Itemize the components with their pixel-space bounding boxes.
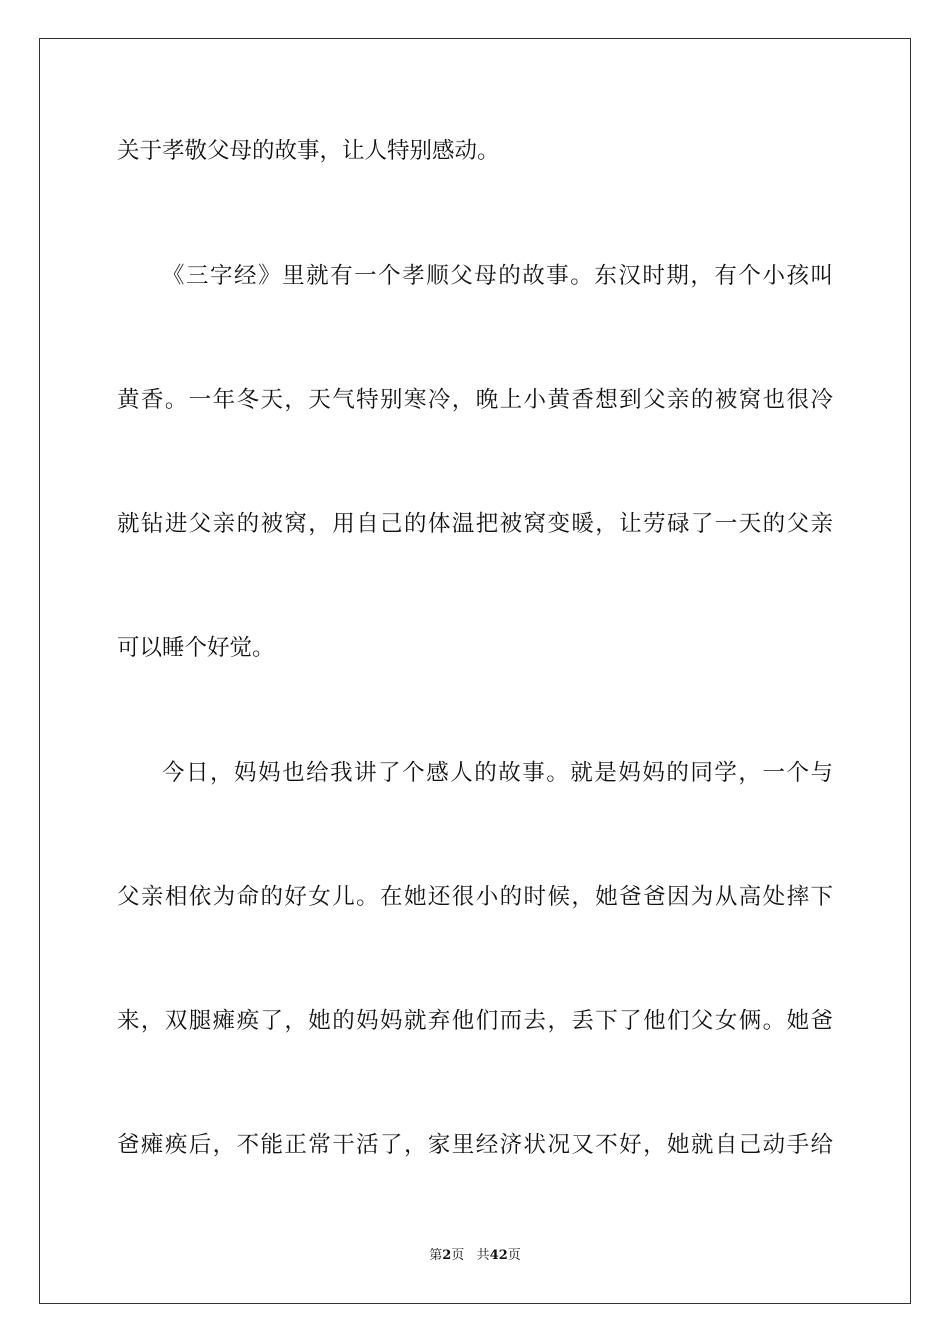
total-pages: 42 (489, 1248, 508, 1263)
text-line: 父亲相依为命的好女儿。在她还很小的时候，她爸爸因为从高处摔下 (117, 884, 833, 910)
total-prefix: 共 (476, 1248, 490, 1263)
text-line: 关于孝敬父母的故事，让人特别感动。 (117, 138, 500, 164)
page-suffix: 页 (451, 1248, 465, 1263)
text-line: 来，双腿瘫痪了，她的妈妈就弃他们而去，丢下了他们父女俩。她爸 (117, 1008, 833, 1034)
text-line: 爸瘫痪后，不能正常干活了，家里经济状况又不好，她就自己动手给 (117, 1132, 833, 1158)
text-line: 《三字经》里就有一个孝顺父母的故事。东汉时期，有个小孩叫 (162, 263, 833, 289)
text-line: 今日，妈妈也给我讲了个感人的故事。就是妈妈的同学，一个与 (162, 760, 833, 786)
total-suffix: 页 (507, 1248, 521, 1263)
page-footer (0, 1246, 950, 1266)
page-number: 2 (442, 1248, 452, 1263)
page-border (39, 38, 911, 1304)
page-prefix: 第 (429, 1248, 443, 1263)
text-line: 就钻进父亲的被窝，用自己的体温把被窝变暖，让劳碌了一天的父亲 (117, 511, 833, 537)
text-line: 黄香。一年冬天，天气特别寒冷，晚上小黄香想到父亲的被窝也很冷 (117, 387, 833, 413)
text-line: 可以睡个好觉。 (117, 635, 275, 661)
